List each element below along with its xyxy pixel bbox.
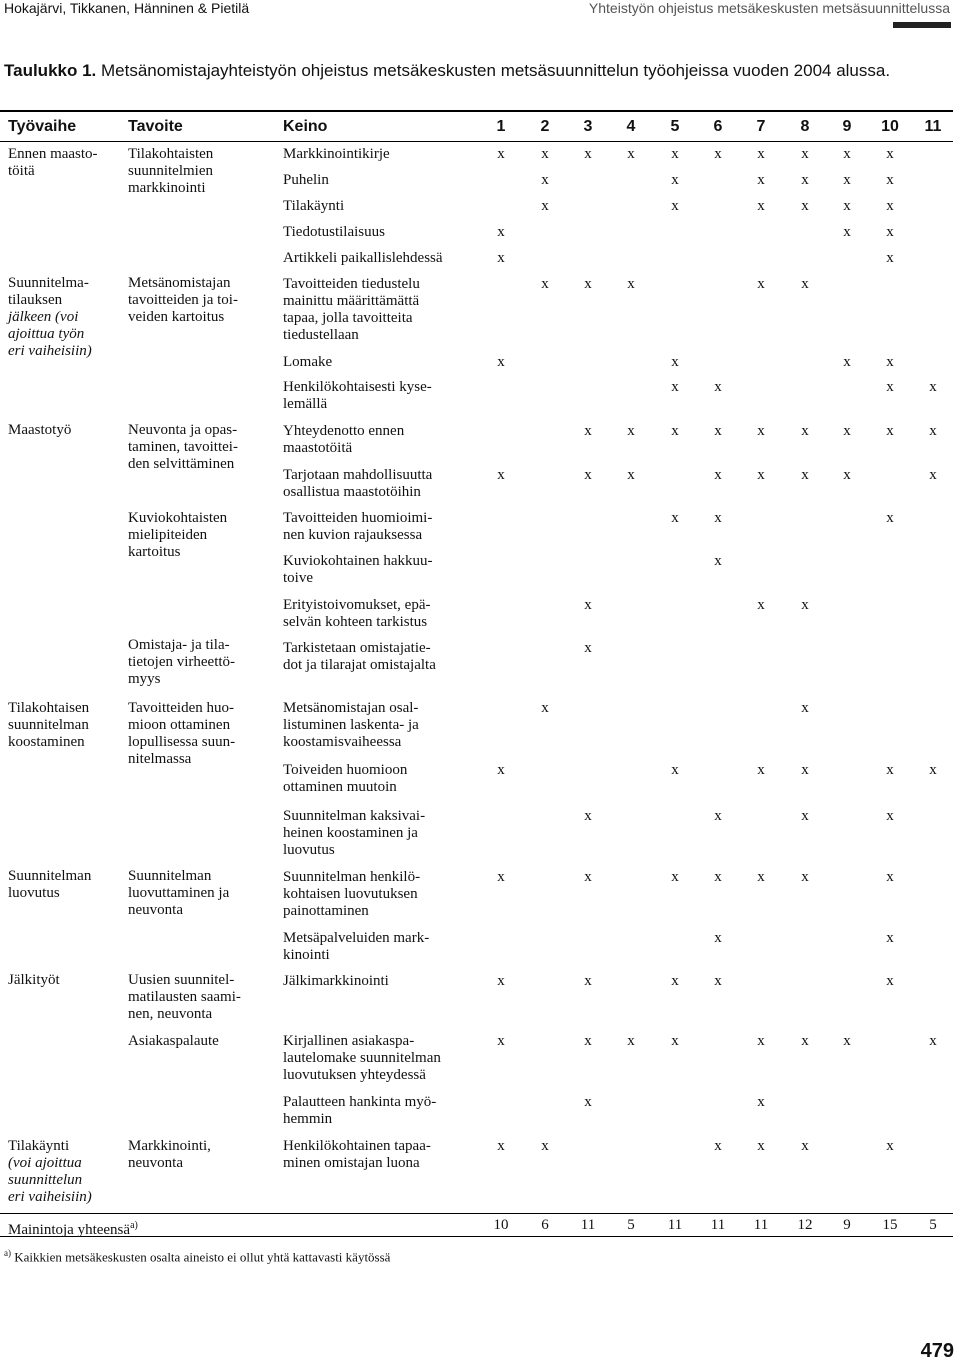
totals-label: Mainintoja yhteensä$^{a)}$ <box>8 1220 138 1238</box>
mark-cell: x <box>671 762 679 778</box>
column-header: 7 <box>756 118 766 135</box>
mark-cell: x <box>757 597 765 613</box>
mark-cell: x <box>929 1033 937 1049</box>
phase-line: eri vaiheisiin) <box>8 1189 92 1205</box>
mark-cell: x <box>886 973 894 989</box>
means-line: minen omistajan luona <box>283 1155 420 1171</box>
column-header: Työvaihe <box>8 118 77 135</box>
total-cell: 15 <box>882 1217 898 1233</box>
mark-cell: x <box>843 172 851 188</box>
total-cell: 11 <box>580 1217 596 1233</box>
mark-cell: x <box>757 198 765 214</box>
goal-line: Uusien suunnitel- <box>128 972 235 988</box>
mark-cell: x <box>929 762 937 778</box>
means-line: mainittu määrittämättä <box>283 293 420 309</box>
mark-cell: x <box>843 354 851 370</box>
mark-cell: x <box>886 423 894 439</box>
mark-cell: x <box>801 597 809 613</box>
mark-cell: x <box>671 869 679 885</box>
mark-cell: x <box>714 467 722 483</box>
column-header: Tavoite <box>128 118 183 135</box>
means-line: heinen koostaminen ja <box>283 825 418 841</box>
goal-line: Metsänomistajan <box>128 275 231 291</box>
mark-cell: x <box>497 1033 505 1049</box>
running-header-authors: Hokajärvi, Tikkanen, Hänninen & Pietilä <box>4 0 250 16</box>
means-line: Tarjotaan mahdollisuutta <box>283 467 433 483</box>
phase-line: luovutus <box>8 885 60 901</box>
means-line: Tavoitteiden huomioimi- <box>283 510 433 526</box>
total-cell: 11 <box>753 1217 769 1233</box>
footnote <box>4 1248 390 1265</box>
goal-line: tavoitteiden ja toi- <box>128 292 238 308</box>
mark-cell: x <box>801 869 809 885</box>
goal-line: luovuttaminen ja <box>128 885 230 901</box>
means-line: maastotöitä <box>283 440 353 456</box>
mark-cell: x <box>843 467 851 483</box>
means-line: dot ja tilarajat omistajalta <box>283 657 436 673</box>
mark-cell: x <box>541 172 549 188</box>
phase-line: eri vaiheisiin) <box>8 343 92 359</box>
means-line: lautelomake suunnitelman <box>283 1050 441 1066</box>
mark-cell: x <box>584 973 592 989</box>
mark-cell: x <box>584 640 592 656</box>
phase-line: koostaminen <box>8 734 85 750</box>
mark-cell: x <box>714 808 722 824</box>
means-line: selvän kohteen tarkistus <box>283 614 428 630</box>
goal-line: Neuvonta ja opas- <box>128 422 238 438</box>
column-header: 9 <box>842 118 852 135</box>
mark-cell: x <box>757 146 765 162</box>
mark-cell: x <box>757 1138 765 1154</box>
means-line: koostamisvaiheessa <box>283 734 402 750</box>
total-cell: 5 <box>929 1217 937 1233</box>
means-line: Tiedotustilaisuus <box>283 224 385 240</box>
mark-cell: x <box>541 198 549 214</box>
total-cell: 12 <box>797 1217 813 1233</box>
mark-cell: x <box>584 597 592 613</box>
goal-line: nen, neuvonta <box>128 1006 213 1022</box>
means-line: hemmin <box>283 1111 333 1127</box>
mark-cell: x <box>671 379 679 395</box>
mark-cell: x <box>714 510 722 526</box>
mark-cell: x <box>584 1094 592 1110</box>
mark-cell: x <box>584 869 592 885</box>
mark-cell: x <box>886 172 894 188</box>
footnote-marker: a) <box>4 1248 11 1258</box>
mark-cell: x <box>497 354 505 370</box>
column-header: Keino <box>283 118 328 135</box>
running-header-title: Yhteistyön ohjeistus metsäkeskusten metsäsuunnittelussa <box>588 0 950 16</box>
mark-cell: x <box>627 146 635 162</box>
column-header: 4 <box>626 118 636 135</box>
mark-cell: x <box>714 146 722 162</box>
means-line: listuminen laskenta- ja <box>283 717 419 733</box>
mark-cell: x <box>757 172 765 188</box>
mark-cell: x <box>886 762 894 778</box>
mark-cell: x <box>671 172 679 188</box>
mark-cell: x <box>886 198 894 214</box>
mark-cell: x <box>886 808 894 824</box>
goal-line: taminen, tavoittei- <box>128 439 238 455</box>
mark-cell: x <box>886 146 894 162</box>
mark-cell: x <box>929 423 937 439</box>
means-line: Metsänomistajan osal- <box>283 700 419 716</box>
mark-cell: x <box>801 762 809 778</box>
mark-cell: x <box>497 869 505 885</box>
mark-cell: x <box>801 1138 809 1154</box>
column-header: 8 <box>800 118 810 135</box>
means-line: toive <box>283 570 313 586</box>
means-line: Suunnitelman kaksivai- <box>283 808 426 824</box>
mark-cell: x <box>541 146 549 162</box>
goal-line: myys <box>128 671 161 687</box>
phase-line: ajoittua työn <box>8 326 85 342</box>
mark-cell: x <box>929 379 937 395</box>
mark-cell: x <box>714 553 722 569</box>
mark-cell: x <box>801 276 809 292</box>
goal-line: kartoitus <box>128 544 181 560</box>
mark-cell: x <box>584 276 592 292</box>
goal-line: Asiakaspalaute <box>128 1033 219 1049</box>
goal-line: Tilakohtaisten <box>128 146 214 162</box>
phase-line: jälkeen (voi <box>8 309 79 325</box>
means-line: nen kuvion rajauksessa <box>283 527 423 543</box>
goal-line: Markkinointi, <box>128 1138 211 1154</box>
goal-line: neuvonta <box>128 1155 183 1171</box>
mark-cell: x <box>497 762 505 778</box>
mark-cell: x <box>584 146 592 162</box>
column-header: 2 <box>540 118 550 135</box>
mark-cell: x <box>671 1033 679 1049</box>
mark-cell: x <box>671 146 679 162</box>
means-line: tapaa, jolla tavoitteita <box>283 310 413 326</box>
table-caption-text: Metsänomistajayhteistyön ohjeistus metsäkeskusten metsäsuunnittelun työohjeissa vuoden 2004 alussa. <box>101 61 891 80</box>
column-header: 1 <box>496 118 506 135</box>
mark-cell: x <box>497 467 505 483</box>
mark-cell: x <box>886 379 894 395</box>
goal-line: Suunnitelman <box>128 868 212 884</box>
mark-cell: x <box>541 700 549 716</box>
mark-cell: x <box>671 198 679 214</box>
mark-cell: x <box>714 869 722 885</box>
mark-cell: x <box>886 869 894 885</box>
means-line: tiedustellaan <box>283 327 359 343</box>
table-rule <box>0 110 953 112</box>
column-header: 3 <box>583 118 593 135</box>
phase-line: (voi ajoittua <box>8 1155 82 1171</box>
mark-cell: x <box>714 930 722 946</box>
mark-cell: x <box>497 224 505 240</box>
goal-line: mielipiteiden <box>128 527 208 543</box>
goal-line: suunnitelmien <box>128 163 213 179</box>
goal-line: lopullisessa suun- <box>128 734 236 750</box>
mark-cell: x <box>541 276 549 292</box>
means-line: Suunnitelman henkilö- <box>283 869 421 885</box>
mark-cell: x <box>843 1033 851 1049</box>
means-line: ottaminen muutoin <box>283 779 397 795</box>
mark-cell: x <box>886 354 894 370</box>
mark-cell: x <box>584 808 592 824</box>
phase-line: tilauksen <box>8 292 63 308</box>
mark-cell: x <box>843 198 851 214</box>
mark-cell: x <box>801 172 809 188</box>
total-cell: 9 <box>843 1217 851 1233</box>
mark-cell: x <box>801 423 809 439</box>
mark-cell: x <box>714 379 722 395</box>
means-line: Puhelin <box>283 172 329 188</box>
mark-cell: x <box>671 510 679 526</box>
total-cell: 11 <box>710 1217 726 1233</box>
table-caption-label: Taulukko 1. <box>4 61 97 80</box>
mark-cell: x <box>757 276 765 292</box>
means-line: kinointi <box>283 947 330 963</box>
mark-cell: x <box>541 1138 549 1154</box>
mark-cell: x <box>757 762 765 778</box>
means-line: luovutuksen yhteydessä <box>283 1067 426 1083</box>
means-line: Jälkimarkkinointi <box>283 973 389 989</box>
means-line: kohtaisen luovutuksen <box>283 886 418 902</box>
mark-cell: x <box>886 510 894 526</box>
goal-line: Omistaja- ja tila- <box>128 637 230 653</box>
mark-cell: x <box>801 198 809 214</box>
mark-cell: x <box>886 250 894 266</box>
goal-line: matilausten saami- <box>128 989 241 1005</box>
phase-line: Tilakohtaisen <box>8 700 90 716</box>
phase-line: suunnittelun <box>8 1172 83 1188</box>
means-line: Tarkistetaan omistajatie- <box>283 640 431 656</box>
mark-cell: x <box>714 973 722 989</box>
means-line: Erityistoivomukset, epä- <box>283 597 431 613</box>
means-line: painottaminen <box>283 903 369 919</box>
means-line: Tilakäynti <box>283 198 345 214</box>
mark-cell: x <box>714 1138 722 1154</box>
table-rule <box>0 1236 953 1237</box>
mark-cell: x <box>584 423 592 439</box>
column-header: 11 <box>924 118 942 135</box>
mark-cell: x <box>801 808 809 824</box>
header-decoration-bar <box>893 22 951 28</box>
mark-cell: x <box>886 1138 894 1154</box>
mark-cell: x <box>497 146 505 162</box>
means-line: Tavoitteiden tiedustelu <box>283 276 420 292</box>
means-line: Kuviokohtainen hakkuu- <box>283 553 433 569</box>
phase-line: töitä <box>8 163 35 179</box>
means-line: luovutus <box>283 842 335 858</box>
mark-cell: x <box>929 467 937 483</box>
mark-cell: x <box>757 1094 765 1110</box>
mark-cell: x <box>757 869 765 885</box>
goal-line: mioon ottaminen <box>128 717 231 733</box>
means-line: Markkinointikirje <box>283 146 390 162</box>
mark-cell: x <box>584 467 592 483</box>
mark-cell: x <box>801 700 809 716</box>
goal-line: neuvonta <box>128 902 183 918</box>
goal-line: den selvittäminen <box>128 456 235 472</box>
phase-line: Suunnitelman <box>8 868 92 884</box>
total-cell: 10 <box>493 1217 509 1233</box>
table-caption <box>4 60 954 82</box>
column-header: 5 <box>670 118 680 135</box>
mark-cell: x <box>497 973 505 989</box>
phase-line: suunnitelman <box>8 717 89 733</box>
phase-line: Maastotyö <box>8 422 72 438</box>
means-line: Henkilökohtainen tapaa- <box>283 1138 431 1154</box>
mark-cell: x <box>886 930 894 946</box>
mark-cell: x <box>497 250 505 266</box>
column-header: 10 <box>881 118 899 135</box>
means-line: lemällä <box>283 396 328 412</box>
mark-cell: x <box>497 1138 505 1154</box>
mark-cell: x <box>671 973 679 989</box>
goal-line: Tavoitteiden huo- <box>128 700 235 716</box>
mark-cell: x <box>843 423 851 439</box>
total-cell: 5 <box>627 1217 635 1233</box>
mark-cell: x <box>757 423 765 439</box>
means-line: Toiveiden huomioon <box>283 762 408 778</box>
goal-line: tietojen virheettö- <box>128 654 236 670</box>
mark-cell: x <box>627 423 635 439</box>
phase-line: Jälkityöt <box>8 972 60 988</box>
totals-footnote-marker: a) <box>130 1220 138 1231</box>
mark-cell: x <box>584 1033 592 1049</box>
mark-cell: x <box>714 423 722 439</box>
total-cell: 11 <box>667 1217 683 1233</box>
goal-line: veiden kartoitus <box>128 309 225 325</box>
means-line: Lomake <box>283 354 333 370</box>
means-line: Henkilökohtaisesti kyse- <box>283 379 432 395</box>
goal-line: markkinointi <box>128 180 206 196</box>
table-rule <box>0 1213 953 1214</box>
mark-cell: x <box>757 1033 765 1049</box>
goal-line: Kuviokohtaisten <box>128 510 228 526</box>
mark-cell: x <box>886 224 894 240</box>
mark-cell: x <box>801 467 809 483</box>
page-number: 479 <box>920 1340 954 1362</box>
phase-line: Tilakäynti <box>8 1138 70 1154</box>
mark-cell: x <box>801 146 809 162</box>
means-line: Artikkeli paikallislehdessä <box>283 250 443 266</box>
means-line: osallistua maastotöihin <box>283 484 421 500</box>
mark-cell: x <box>843 146 851 162</box>
means-line: Palautteen hankinta myö- <box>283 1094 437 1110</box>
mark-cell: x <box>671 423 679 439</box>
mark-cell: x <box>671 354 679 370</box>
mark-cell: x <box>757 467 765 483</box>
mark-cell: x <box>843 224 851 240</box>
goal-line: nitelmassa <box>128 751 192 767</box>
mark-cell: x <box>627 467 635 483</box>
total-cell: 6 <box>541 1217 549 1233</box>
mark-cell: x <box>801 1033 809 1049</box>
means-line: Kirjallinen asiakaspa- <box>283 1033 415 1049</box>
table-rule <box>0 141 953 142</box>
phase-line: Ennen maasto- <box>8 146 98 162</box>
mark-cell: x <box>627 276 635 292</box>
mark-cell: x <box>627 1033 635 1049</box>
phase-line: Suunnitelma- <box>8 275 89 291</box>
means-line: Metsäpalveluiden mark- <box>283 930 430 946</box>
means-line: Yhteydenotto ennen <box>283 423 405 439</box>
column-header: 6 <box>713 118 723 135</box>
footnote-text: Kaikkien metsäkeskusten osalta aineisto ei ollut yhtä kattavasti käytössä <box>14 1249 391 1265</box>
